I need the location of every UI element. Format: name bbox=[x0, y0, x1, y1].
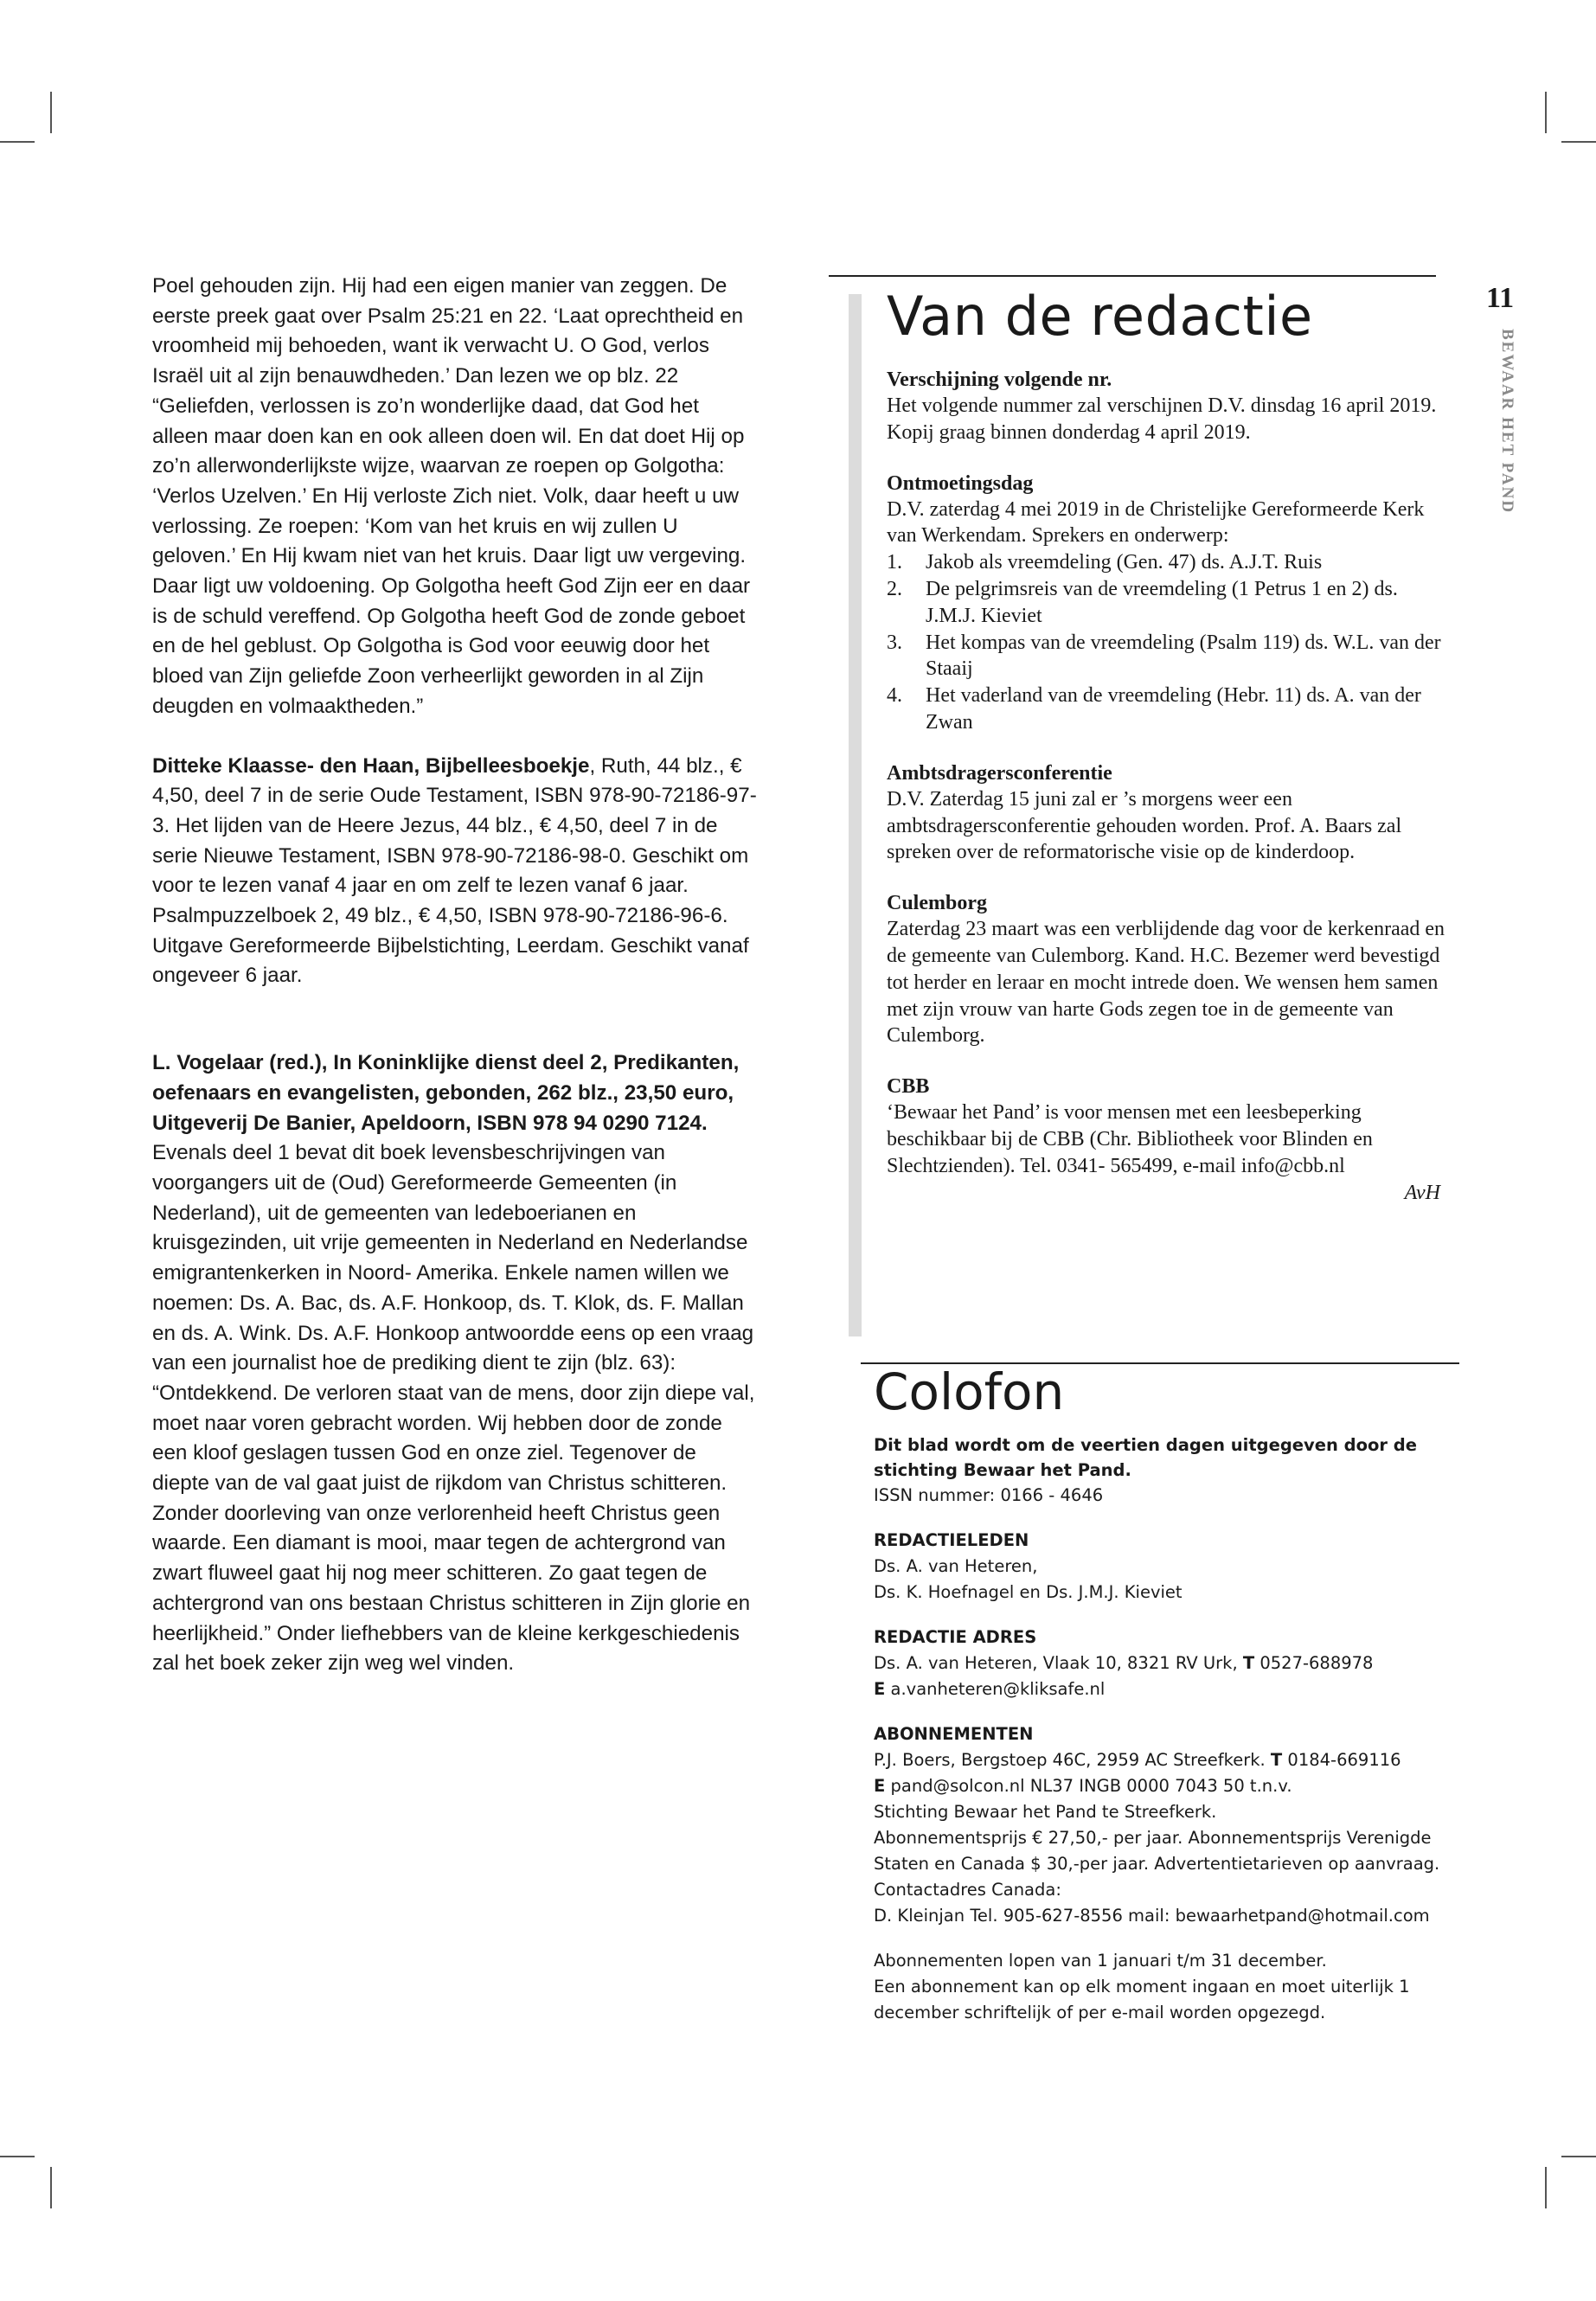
colofon-line: Ds. K. Hoefnagel en Ds. J.M.J. Kieviet bbox=[874, 1582, 1183, 1602]
colofon-line: Abonnementsprijs € 27,50,- per jaar. Abonnementsprijs Verenigde Staten en Canada $ 30,-per jaar. Advertentietarieven op aanvraag. bbox=[874, 1828, 1440, 1874]
colofon-line: P.J. Boers, Bergstoep 46C, 2959 AC Streefkerk. T 0184-669116 bbox=[874, 1750, 1401, 1770]
colofon-section bbox=[874, 1362, 1462, 2026]
crop-mark bbox=[50, 2167, 52, 2208]
list-item: 1. Jakob als vreemdeling (Gen. 47) ds. A.J.T. Ruis bbox=[887, 551, 1323, 574]
notice-heading: Verschijning volgende nr. bbox=[887, 369, 1112, 391]
speaker-list bbox=[887, 549, 1449, 736]
list-item: 4. Het vaderland van de vreemdeling (Hebr. 11) ds. A. van der Zwan bbox=[887, 684, 1421, 734]
issn: ISSN nummer: 0166 - 4646 bbox=[874, 1485, 1104, 1505]
crop-mark bbox=[1561, 2156, 1596, 2157]
colofon-heading: REDACTIE ADRES bbox=[874, 1627, 1037, 1647]
crop-mark bbox=[1545, 2167, 1547, 2208]
section-title: Van de redactie bbox=[887, 285, 1313, 348]
colofon-line: E pand@solcon.nl NL37 INGB 0000 7043 50 t.n.v. bbox=[874, 1776, 1292, 1796]
colofon-heading: ABONNEMENTEN bbox=[874, 1724, 1034, 1744]
colofon-line: Ds. A. van Heteren, bbox=[874, 1556, 1038, 1576]
notice-body: Het volgende nummer zal verschijnen D.V. dinsdag 16 april 2019. Kopij graag binnen donderdag 4 april 2019. bbox=[887, 394, 1437, 444]
notice-culemborg bbox=[887, 890, 1449, 1049]
section-title: Colofon bbox=[874, 1362, 1065, 1421]
notice-cbb bbox=[887, 1074, 1449, 1206]
redactie-section bbox=[887, 282, 1449, 1206]
notice-heading: Ambtsdragersconferentie bbox=[887, 761, 1112, 785]
notice-volgende-nummer bbox=[887, 367, 1449, 446]
crop-mark bbox=[0, 141, 35, 143]
colofon-line: Een abonnement kan op elk moment ingaan en moet uiterlijk 1 december schriftelijk of per e-mail worden opgezegd. bbox=[874, 1977, 1410, 2022]
book-title: Ditteke Klaasse- den Haan, Bijbelleesboekje bbox=[152, 753, 590, 778]
notice-ambtsdragersconferentie bbox=[887, 760, 1449, 866]
page-number: 11 bbox=[1486, 282, 1515, 314]
book-details: , Ruth, 44 blz., € 4,50, deel 7 in de serie Oude Testament, ISBN 978-90-72186-97-3. Het lijden van de Heere Jezus, 44 blz., € 4,50, deel 7 in de serie Nieuwe Testament, ISBN 978-90-72186-98-0. Geschikt om voor te lezen vanaf 4 jaar en om zelf te lezen vanaf 6 jaar. Psalmpuzzelboek 2, 49 blz., € 4,50, ISBN 978-90-72186-96-6. Uitgave Gereformeerde Bijbelstichting, Leerdam. Geschikt vanaf ongeveer 6 jaar. bbox=[152, 753, 757, 988]
crop-mark bbox=[1545, 92, 1547, 133]
colofon-line: Abonnementen lopen van 1 januari t/m 31 december. bbox=[874, 1951, 1327, 1971]
notice-body: D.V. zaterdag 4 mei 2019 in de Christelijke Gereformeerde Kerk van Werkendam. Sprekers en onderwerp: bbox=[887, 497, 1425, 548]
colofon-line: D. Kleinjan Tel. 905-627-8556 mail: bewaarhetpand@hotmail.com bbox=[874, 1906, 1430, 1926]
notice-ontmoetingsdag bbox=[887, 471, 1449, 736]
list-item: 2. De pelgrimsreis van de vreemdeling (1 Petrus 1 en 2) ds. J.M.J. Kieviet bbox=[887, 577, 1398, 627]
notice-body: Zaterdag 23 maart was een verblijdende dag voor de kerkenraad en de gemeente van Culemborg. Kand. H.C. Bezemer werd bevestigd tot herder en leraar en mocht intrede doen. We wensen hem samen met zijn vrouw van harte Gods zegen toe in de gemeente van Culemborg. bbox=[887, 918, 1445, 1048]
colofon-line: Ds. A. van Heteren, Vlaak 10, 8321 RV Urk, T 0527-688978 bbox=[874, 1653, 1374, 1673]
book-title-koninklijke-dienst: L. Vogelaar (red.), In Koninklijke dienst deel 2, Predikanten, oefenaars en evangelisten, gebonden, 262 blz., 23,50 euro, Uitgeverij De Banier, Apeldoorn, ISBN 978 94 0290 7124. bbox=[152, 1051, 740, 1135]
crop-mark bbox=[0, 2156, 35, 2157]
notice-heading: CBB bbox=[887, 1075, 930, 1099]
notice-body: D.V. Zaterdag 15 juni zal er ’s morgens weer een ambtsdragersconferentie gehouden worden. Prof. A. Baars zal spreken over de reformatorische visie op de kinderdoop. bbox=[887, 787, 1402, 864]
editor-signature: AvH bbox=[1404, 1181, 1440, 1204]
book-review-body: Evenals deel 1 bevat dit boek levensbeschrijvingen van voorgangers uit de (Oud) Gereformeerde Gemeenten (in Nederland), uit de gemeenten van ledeboerianen en kruisgezinden, uit vrije gemeenten in Nederland en Nederlandse emigrantenkerken in Noord- Amerika. Enkele namen willen we noemen: Ds. A. Bac, ds. A.F. Honkoop, ds. T. Klok, ds. F. Mallan en ds. A. Wink. Ds. A.F. Honkoop antwoordde eens op een vraag van een journalist hoe de prediking dient te zijn (blz. 63): “Ontdekkend. De verloren staat van de mens, door zijn diepe val, moet naar voren gebracht worden. Wij hebben door de zonde een kloof geslagen tussen God en onze ziel. Tegenover de diepte van de val gaat juist de rijkdom van Christus schitteren. Zonder doorleving van onze verlorenheid heeft Christus geen waarde. Een diamant is mooi, maar tegen de achtergrond van zwart fluweel gaat hij nog meer schitteren. Zo gaat tegen de achtergrond van ons bestaan Christus schitteren in Zijn glorie en heerlijkheid.” Onder liefhebbers van de kleine kerkgeschiedenis zal het boek zeker zijn weg wel vinden. bbox=[152, 1141, 755, 1676]
book-review-bijbelleesboekje bbox=[152, 752, 758, 992]
colofon-line: Contactadres Canada: bbox=[874, 1880, 1061, 1900]
subscription-notes bbox=[874, 1948, 1462, 2026]
list-item: 3. Het kompas van de vreemdeling (Psalm 119) ds. W.L. van der Staaij bbox=[887, 631, 1441, 681]
notice-body: ‘Bewaar het Pand’ is voor mensen met een leesbeperking beschikbaar bij de CBB (Chr. Bibliotheek voor Blinden en Slechtzienden). Tel. 0341- 565499, e-mail info@cbb.nl bbox=[887, 1101, 1373, 1177]
colofon-intro: Dit blad wordt om de veertien dagen uitgegeven door de stichting Bewaar het Pand. bbox=[874, 1435, 1417, 1480]
colofon-line: Stichting Bewaar het Pand te Streefkerk. bbox=[874, 1802, 1217, 1822]
running-title: BEWAAR HET PAND bbox=[1498, 329, 1516, 515]
section-rule bbox=[829, 275, 1436, 277]
sermon-quote-paragraph: Poel gehouden zijn. Hij had een eigen manier van zeggen. De eerste preek gaat over Psalm 25:21 en 22. ‘Laat oprechtheid en vroomheid mij behoeden, want ik verwacht U. O God, verlos Israël uit al zijn benauwdheden.’ Dan lezen we op blz. 22 “Geliefden, verlossen is zo’n wonderlijke daad, dat God het alleen maar doen kan en ook alleen doen wil. En dat doet Hij op zo’n allerwonderlijkste wijze, waarvan ze roepen op Golgotha: ‘Verlos Uzelven.’ En Hij verloste Zich niet. Volk, daar heeft u uw verlossing. Ze roepen: ‘Kom van het kruis en wij zullen U geloven.’ En Hij kwam niet van het kruis. Daar ligt uw vergeving. Daar ligt uw voldoening. Op Golgotha heeft God Zijn eer en daar is de schuld vereffend. Op Golgotha heeft God de zonde geboet en de hel geblust. Op Golgotha is God voor eeuwig door het bloed van Zijn geliefde Zoon verheerlijkt geworden in al Zijn deugden en volmaaktheden.” bbox=[152, 274, 751, 718]
crop-mark bbox=[1561, 141, 1596, 143]
left-column bbox=[152, 272, 758, 1679]
crop-mark bbox=[50, 92, 52, 133]
sidebar-accent-bar bbox=[849, 294, 862, 1336]
colofon-heading: REDACTIELEDEN bbox=[874, 1530, 1029, 1550]
notice-heading: Culemborg bbox=[887, 892, 987, 915]
notice-heading: Ontmoetingsdag bbox=[887, 471, 1034, 495]
colofon-line: E a.vanheteren@kliksafe.nl bbox=[874, 1679, 1106, 1699]
